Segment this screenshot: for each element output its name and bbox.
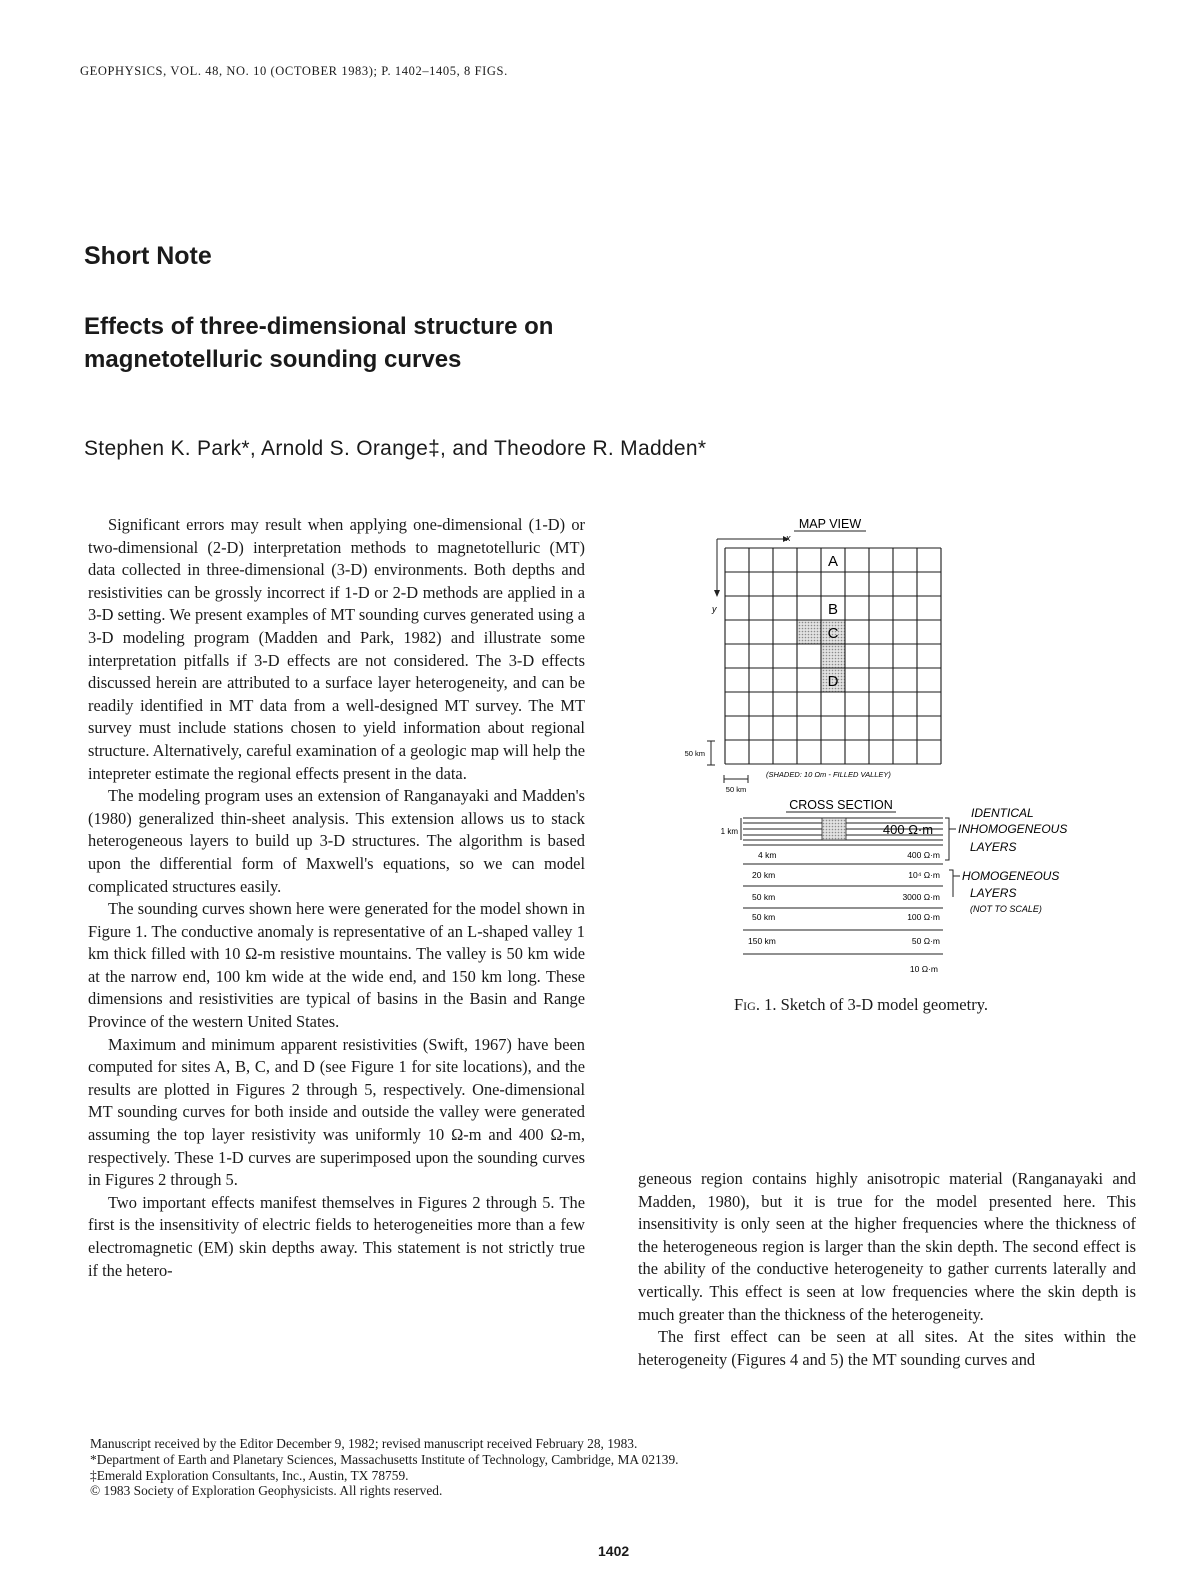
left-column (88, 514, 585, 1282)
shaded-note: (SHADED: 10 Ωm - FILLED VALLEY) (766, 770, 891, 779)
paragraph: The first effect can be seen at all sites. At the sites within the heterogeneity (Figures 4 and 5) the MT sounding curves and (638, 1327, 1136, 1369)
top-layer-thickness: 1 km (720, 827, 738, 836)
layer-3-thickness: 50 km (752, 892, 776, 902)
site-label-d: D (827, 673, 839, 690)
paragraph: Two important effects manifest themselves in Figures 2 through 5. The first is the insensitivity of electric fields to heterogeneities more than a few electromagnetic (EM) skin depths away. This statement is not strictly true if the hetero- (88, 1192, 585, 1280)
figure-1-diagram (660, 505, 1110, 990)
layer-5-resistivity: 50 Ω·m (911, 936, 940, 946)
annotation-identical: IDENTICAL (971, 806, 1034, 820)
layer-3-resistivity: 3000 Ω·m (902, 892, 940, 902)
figure-caption-prefix: Fig. 1. (734, 995, 777, 1014)
site-label-a: A (827, 553, 839, 570)
layer-2-resistivity: 10⁴ Ω·m (908, 870, 940, 880)
footnotes (90, 1436, 679, 1499)
layer-1-thickness: 4 km (758, 850, 777, 860)
footnote-affiliation-emerald: ‡Emerald Exploration Consultants, Inc., Austin, TX 78759. (90, 1467, 409, 1483)
paragraph: The sounding curves shown here were generated for the model shown in Figure 1. The conductive anomaly is representative of an L-shaped valley 1 km thick filled with 10 Ω-m resistive mountains. The valley is 50 km wide at the narrow end, 100 km wide at the wide end, and 150 km long. These dimensions and resistivities are typical of basins in the Basin and Range Province of the western United States. (88, 899, 585, 1032)
figure-caption-text: Sketch of 3-D model geometry. (776, 995, 989, 1014)
right-column (638, 1168, 1136, 1371)
annotation-homogeneous: HOMOGENEOUS (962, 869, 1060, 883)
paragraph: Significant errors may result when applying one-dimensional (1-D) or two-dimensional (2-D) interpretation methods to magnetotelluric (MT) data collected in three-dimensional (3-D) environments. Both depths and resistivities can be grossly incorrect if 1-D or 2-D methods are applied in a 3-D setting. We present examples of MT sounding curves generated using a 3-D modeling program (Madden and Park, 1982) and illustrate some interpretation pitfalls if 3-D effects are not considered. The 3-D effects discussed herein are attributed to a surface layer heterogeneity, and can be readily identified in MT data from a well-designed MT survey. The MT survey must include stations chosen to yield information about regional structure. Alternatively, careful examination of a geologic map will help the intepreter estimate the regional effects present in the data. (88, 515, 585, 783)
layer-2-thickness: 20 km (752, 870, 776, 880)
cross-section-label: CROSS SECTION (789, 798, 893, 812)
paragraph: Maximum and minimum apparent resistivities (Swift, 1967) have been computed for sites A, B, C, and D (see Figure 1 for site locations), and the results are plotted in Figures 2 through 5, respectively. One-dimensional MT sounding curves for both inside and outside the valley were generated assuming the top layer resistivity was uniformly 10 Ω-m and 400 Ω-m, respectively. These 1-D curves are superimposed upon the sounding curves in Figures 2 through 5. (88, 1034, 585, 1190)
author-list: Stephen K. Park*, Arnold S. Orange‡, and Theodore R. Madden* (84, 437, 707, 460)
homogeneous-bracket (949, 870, 953, 897)
annotation-layers-1: LAYERS (970, 840, 1017, 854)
section-label: Short Note (84, 242, 212, 270)
footnote-copyright: © 1983 Society of Exploration Geophysicists. All rights reserved. (90, 1483, 443, 1499)
layer-4-thickness: 50 km (752, 912, 776, 922)
annotation-layers-2: LAYERS (970, 886, 1017, 900)
footnote-received: Manuscript received by the Editor December 9, 1982; revised manuscript received February 28, 1983. (90, 1436, 638, 1451)
site-label-c: C (827, 625, 839, 642)
footnote-affiliation-mit: *Department of Earth and Planetary Sciences, Massachusetts Institute of Technology, Cambridge, MA 02139. (90, 1451, 679, 1467)
title-line-2: magnetotelluric sounding curves (84, 346, 462, 373)
horizontal-scale-label: 50 km (725, 785, 747, 794)
paragraph: geneous region contains highly anisotropic material (Ranganayaki and Madden, 1980), but it is true for the model presented here. This insensitivity is only seen at the higher frequencies where the thickness of the heterogeneous region is larger than the skin depth. The second effect is the ability of the conductive heterogeneity to gather currents laterally and vertically. This effect is seen at low frequencies where the skin depth is much greater than the thickness of the heterogeneity. (638, 1169, 1136, 1324)
y-axis-label: y (712, 604, 717, 614)
page-number: 1402 (598, 1543, 630, 1559)
valley-cross-section (822, 818, 846, 840)
annotation-not-to-scale: (NOT TO SCALE) (970, 904, 1042, 914)
layer-4-resistivity: 100 Ω·m (907, 912, 940, 922)
site-label-b: B (827, 601, 839, 618)
figure-caption (734, 995, 988, 1015)
layer-5-thickness: 150 km (748, 936, 776, 946)
paragraph: The modeling program uses an extension of Ranganayaki and Madden's (1980) generalized thin-sheet analysis. This extension allows us to stack heterogeneous layers to build up 3-D structures. The algorithm is based upon the differential form of Maxwell's equations, so we can model complicated structures easily. (88, 786, 585, 896)
article-title (84, 310, 784, 376)
valley-cell (797, 620, 821, 644)
halfspace-resistivity: 10 Ω·m (909, 964, 938, 974)
journal-header: GEOPHYSICS, VOL. 48, NO. 10 (OCTOBER 1983); P. 1402–1405, 8 FIGS. (80, 64, 508, 78)
inhomogeneous-bracket (945, 818, 949, 860)
vertical-scale-label: 50 km (684, 749, 705, 758)
map-view-label: MAP VIEW (798, 517, 862, 531)
layer-1-resistivity: 400 Ω·m (907, 850, 940, 860)
x-axis-label: x (786, 533, 791, 543)
title-line-1: Effects of three-dimensional structure on (84, 313, 554, 340)
annotation-inhomogeneous: INHOMOGENEOUS (958, 822, 1068, 836)
top-layer-resistivity: 400 Ω·m (882, 822, 934, 837)
valley-cell (821, 644, 845, 668)
